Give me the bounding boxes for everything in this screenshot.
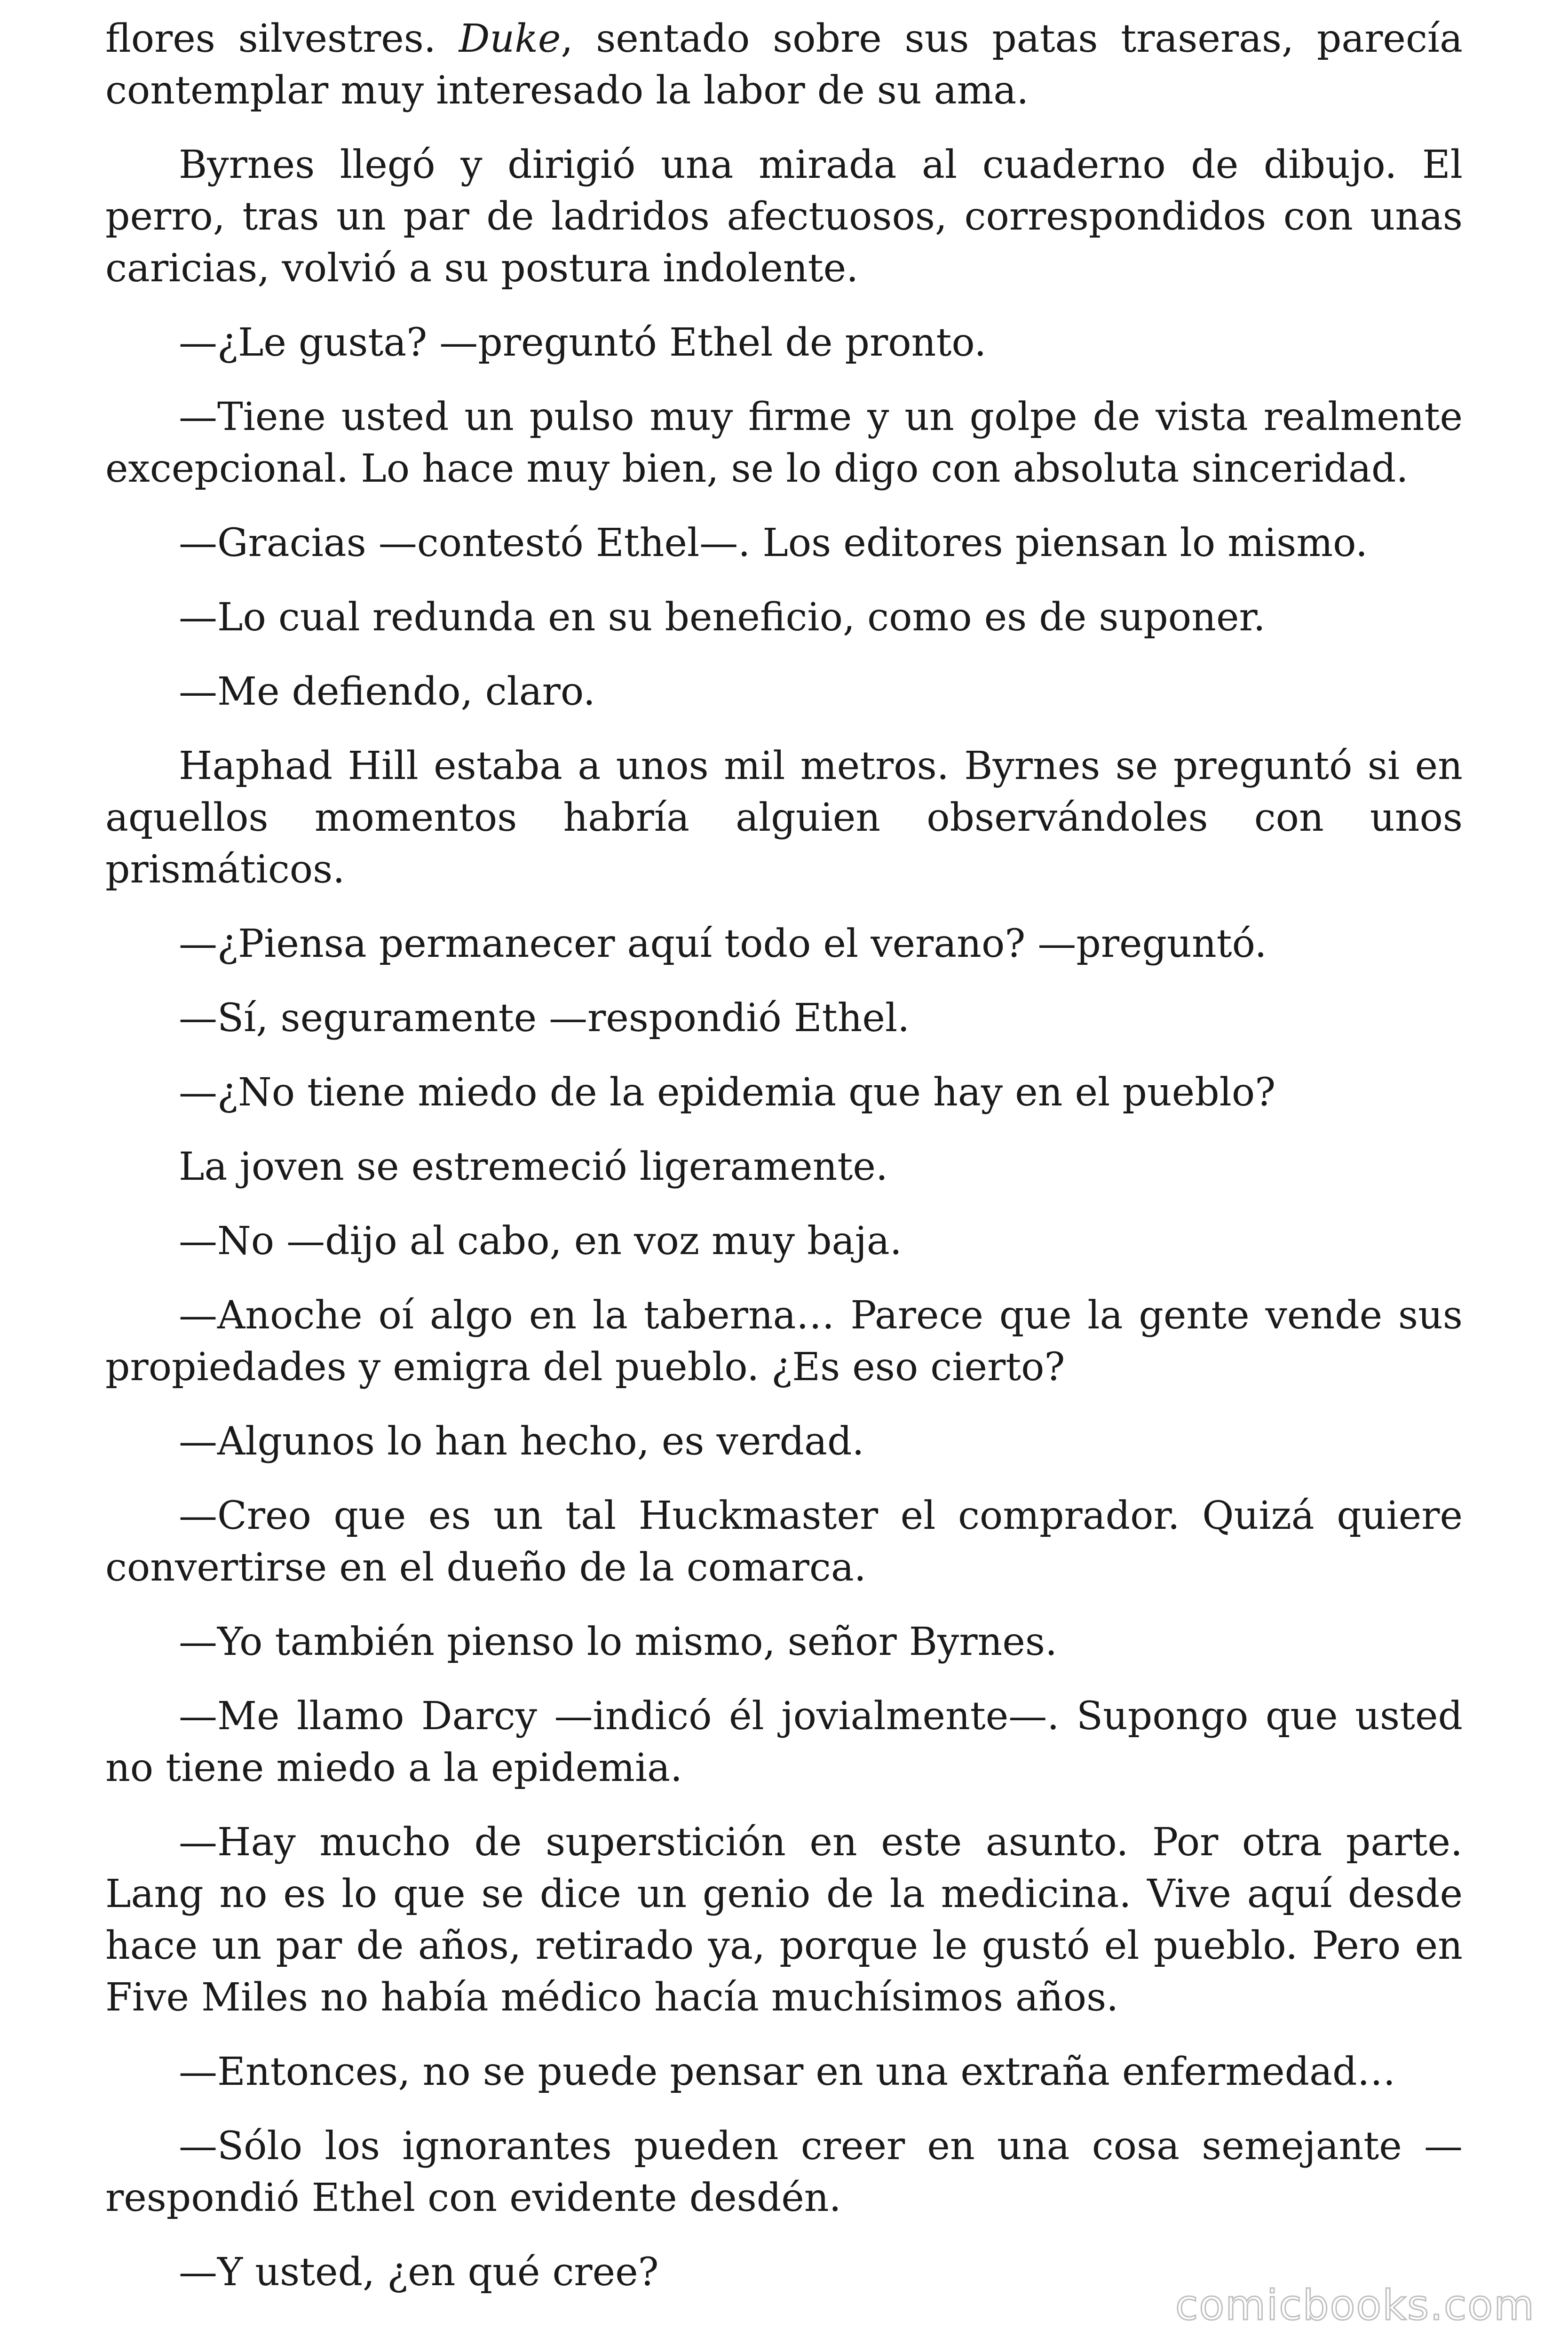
body-paragraph <box>105 1691 1463 1794</box>
paragraph-text: —Entonces, no se puede pensar en una extraña enfermedad… <box>179 2050 1396 2094</box>
body-paragraph <box>105 666 1463 718</box>
watermark: comicbooks.com <box>1175 2281 1535 2329</box>
document-page <box>105 13 1463 2321</box>
body-paragraph <box>105 740 1463 896</box>
paragraph-text: —Yo también pienso lo mismo, señor Byrnes. <box>179 1620 1058 1664</box>
body-paragraph <box>105 1416 1463 1468</box>
paragraph-text: La joven se estremeció ligeramente. <box>179 1144 888 1189</box>
body-paragraph <box>105 2121 1463 2224</box>
body-paragraph <box>105 1490 1463 1594</box>
paragraph-text: Haphad Hill estaba a unos mil metros. Byrnes se preguntó si en aquellos momentos habría alguien observándoles con unos prismáticos. <box>105 744 1463 892</box>
body-paragraph <box>105 2046 1463 2098</box>
body-paragraph <box>105 592 1463 644</box>
paragraph-text: —Algunos lo han hecho, es verdad. <box>179 1419 864 1464</box>
paragraph-text: —Me llamo Darcy —indicó él jovialmente—. Supongo que usted no tiene miedo a la epidemia. <box>105 1694 1463 1790</box>
paragraph-text: —Lo cual redunda en su beneficio, como es de suponer. <box>179 595 1266 640</box>
paragraph-text: Byrnes llegó y dirigió una mirada al cuaderno de dibujo. El perro, tras un par de ladridos afectuosos, correspondidos con unas caricias, volvió a su postura indolente. <box>105 143 1463 291</box>
paragraph-text: —Hay mucho de superstición en este asunto. Por otra parte. Lang no es lo que se dice un genio de la medicina. Vive aquí desde hace un par de años, retirado ya, porque le gustó el pueblo. Pero en Five Miles no había médico hacía muchísimos años. <box>105 1820 1463 2020</box>
italic-text: Duke <box>459 16 561 61</box>
body-paragraph <box>105 317 1463 369</box>
body-paragraph <box>105 993 1463 1044</box>
paragraph-text: —¿Piensa permanecer aquí todo el verano? —preguntó. <box>179 922 1267 966</box>
paragraph-text: —¿No tiene miedo de la epidemia que hay en el pueblo? <box>179 1070 1276 1115</box>
body-paragraph <box>105 13 1463 117</box>
body-paragraph <box>105 1290 1463 1393</box>
paragraph-text: —Me defiendo, claro. <box>179 669 595 714</box>
body-paragraph <box>105 1067 1463 1119</box>
paragraph-text: —Sí, seguramente —respondió Ethel. <box>179 996 910 1041</box>
paragraph-text: —Creo que es un tal Huckmaster el comprador. Quizá quiere convertirse en el dueño de la comarca. <box>105 1494 1463 1590</box>
body-paragraph <box>105 1141 1463 1193</box>
paragraph-text: flores silvestres. <box>105 16 459 61</box>
body-paragraph <box>105 1616 1463 1668</box>
body-paragraph <box>105 1216 1463 1267</box>
paragraph-text: , sentado sobre sus patas traseras, parecía contemplar muy interesado la labor de su ama. <box>105 16 1463 113</box>
paragraph-text: —Y usted, ¿en qué cree? <box>179 2250 659 2295</box>
body-paragraph <box>105 1817 1463 2024</box>
paragraph-text: —Sólo los ignorantes pueden creer en una cosa semejante —respondió Ethel con evidente desdén. <box>105 2124 1463 2220</box>
paragraph-text: —¿Le gusta? —preguntó Ethel de pronto. <box>179 320 987 365</box>
paragraph-text: —Tiene usted un pulso muy firme y un golpe de vista realmente excepcional. Lo hace muy bien, se lo digo con absoluta sinceridad. <box>105 395 1463 491</box>
body-paragraph <box>105 391 1463 495</box>
body-paragraph <box>105 918 1463 970</box>
paragraph-text: —No —dijo al cabo, en voz muy baja. <box>179 1219 902 1263</box>
body-paragraph <box>105 139 1463 294</box>
paragraph-text: —Anoche oí algo en la taberna… Parece que la gente vende sus propiedades y emigra del pueblo. ¿Es eso cierto? <box>105 1293 1463 1390</box>
paragraph-text: —Gracias —contestó Ethel—. Los editores piensan lo mismo. <box>179 521 1368 565</box>
body-paragraph <box>105 517 1463 569</box>
